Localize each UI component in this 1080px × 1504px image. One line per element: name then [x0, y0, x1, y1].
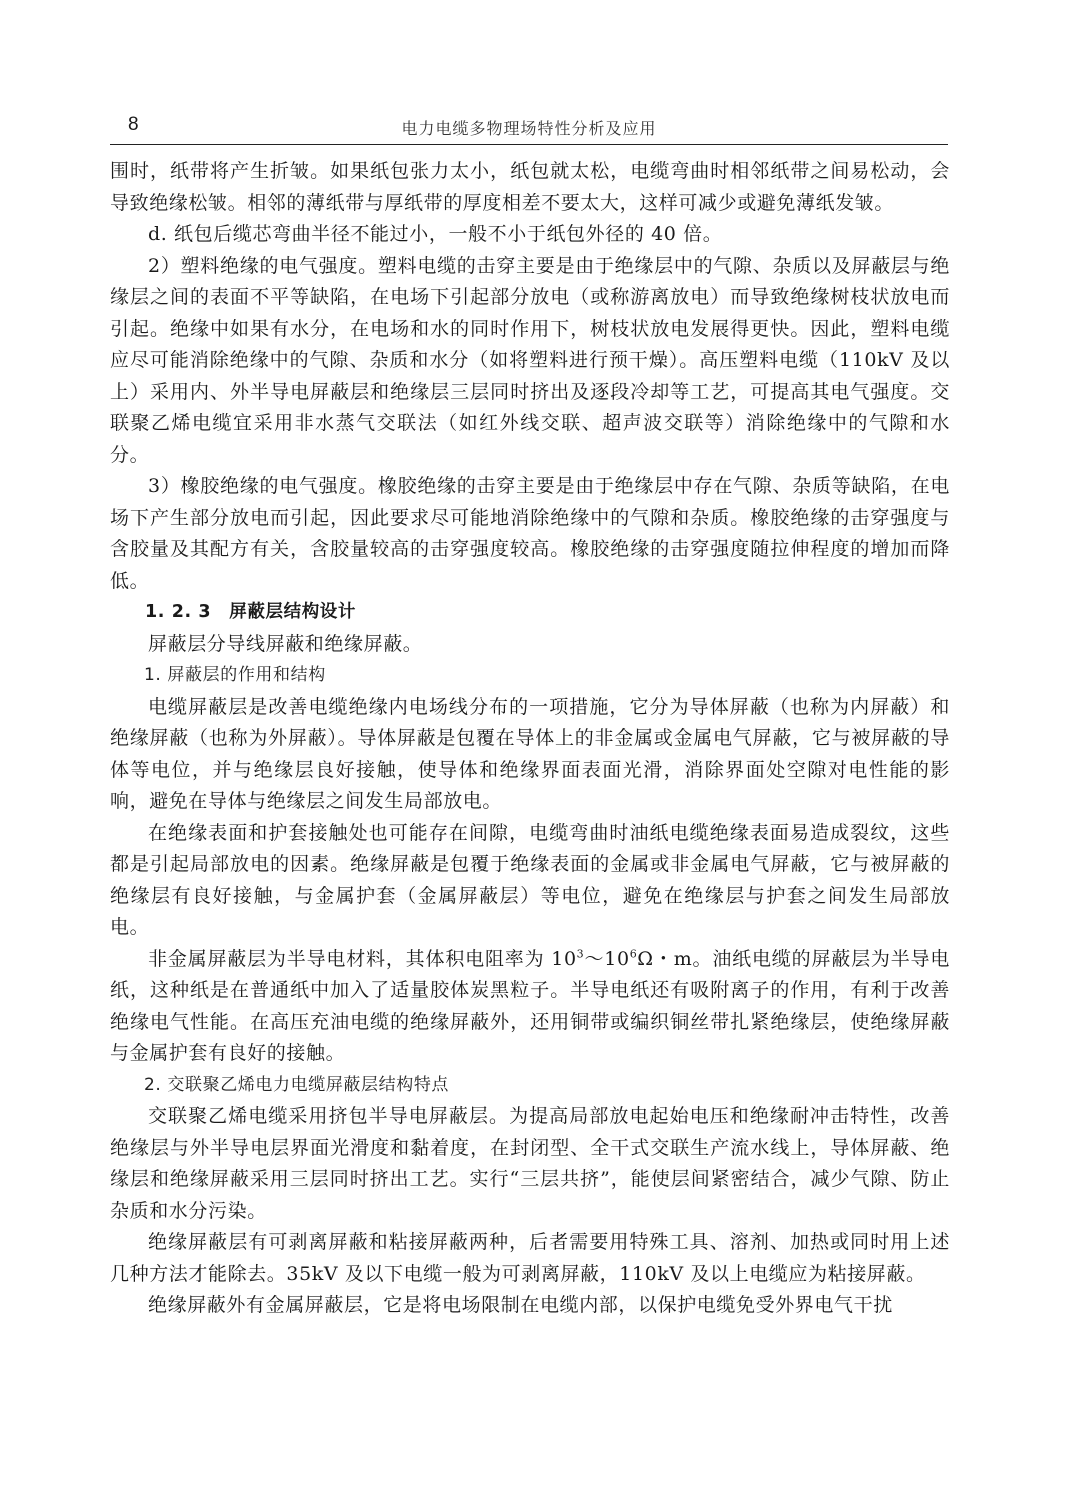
text-run: Ω・m。油纸电缆的屏蔽层为半导电纸，这种纸是在普通纸中加入了适量胶体炭黑粒子。半导电纸还有吸附离子的作用，有利于改善绝缘电气性能。在高压充油电缆的绝缘屏蔽外，还用铜带或编织铜丝带扎紧绝缘层，使绝缘屏蔽与金属护套有良好的接触。: [110, 947, 950, 1064]
subsection-heading: 2. 交联聚乙烯电力电缆屏蔽层结构特点: [144, 1074, 450, 1095]
paragraph: 屏蔽层分导线屏蔽和绝缘屏蔽。: [148, 632, 423, 655]
paragraph: 3）橡胶绝缘的电气强度。橡胶绝缘的击穿主要是由于绝缘层中存在气隙、杂质等缺陷，在电场下产生部分放电而引起，因此要求尽可能地消除绝缘中的气隙和杂质。橡胶绝缘的击穿强度与含胶量及其配方有关，含胶量较高的击穿强度较高。橡胶绝缘的击穿强度随拉伸程度的增加而降低。: [110, 475, 950, 592]
page-number: 8: [128, 114, 139, 135]
paragraph: d. 纸包后缆芯弯曲半径不能过小，一般不小于纸包外径的 40 倍。: [148, 223, 723, 245]
superscript: 3: [576, 947, 585, 961]
text-run: ～10: [584, 947, 630, 970]
paragraph: 在绝缘表面和护套接触处也可能存在间隙，电缆弯曲时油纸电缆绝缘表面易造成裂纹，这些都是引起局部放电的因素。绝缘屏蔽是包覆于绝缘表面的金属或非金属电气屏蔽，它与被屏蔽的绝缘层有良好接触，与金属护套（金属屏蔽层）等电位，避免在绝缘层与护套之间发生局部放电。: [110, 821, 950, 938]
paragraph: [110, 944, 950, 1070]
paragraph: 绝缘屏蔽层有可剥离屏蔽和粘接屏蔽两种，后者需要用特殊工具、溶剂、加热或同时用上述几种方法才能除去。35kV 及以下电缆一般为可剥离屏蔽，110kV 及以上电缆应为粘接屏蔽。: [110, 1231, 950, 1285]
paragraph: 电缆屏蔽层是改善电缆绝缘内电场线分布的一项措施，它分为导体屏蔽（也称为内屏蔽）和绝缘屏蔽（也称为外屏蔽）。导体屏蔽是包覆在导体上的非金属或金属电气屏蔽，它与被屏蔽的导体等电位，并与绝缘层良好接触，使导体和绝缘界面表面光滑，消除界面处空隙对电性能的影响，避免在导体与绝缘层之间发生局部放电。: [110, 695, 950, 812]
body-text: [110, 156, 950, 1322]
text-run: 非金属屏蔽层为半导电材料，其体积电阻率为 10: [148, 947, 577, 970]
section-heading: 1. 2. 3 屏蔽层结构设计: [145, 602, 357, 622]
subsection-heading: 1. 屏蔽层的作用和结构: [144, 665, 326, 685]
paragraph: 围时，纸带将产生折皱。如果纸包张力太小，纸包就太松，电缆弯曲时相邻纸带之间易松动，会导致绝缘松皱。相邻的薄纸带与厚纸带的厚度相差不要太大，这样可减少或避免薄纸发皱。: [110, 160, 950, 214]
paragraph: 绝缘屏蔽外有金属屏蔽层，它是将电场限制在电缆内部，以保护电缆免受外界电气干扰: [148, 1294, 893, 1316]
paragraph: 2）塑料绝缘的电气强度。塑料电缆的击穿主要是由于绝缘层中的气隙、杂质以及屏蔽层与绝缘层之间的表面不平等缺陷，在电场下引起部分放电（或称游离放电）而导致绝缘树枝状放电而引起。绝缘中如果有水分，在电场和水的同时作用下，树枝状放电发展得更快。因此，塑料电缆应尽可能消除绝缘中的气隙、杂质和水分（如将塑料进行预干燥）。高压塑料电缆（110kV 及以上）采用内、外半导电屏蔽层和绝缘层三层同时挤出及逐段冷却等工艺，可提高其电气强度。交联聚乙烯电缆宜采用非水蒸气交联法（如红外线交联、超声波交联等）消除绝缘中的气隙和水分。: [110, 254, 950, 466]
paragraph: 交联聚乙烯电缆采用挤包半导电屏蔽层。为提高局部放电起始电压和绝缘耐冲击特性，改善绝缘层与外半导电层界面光滑度和黏着度，在封闭型、全干式交联生产流水线上，导体屏蔽、绝缘层和绝缘屏蔽采用三层同时挤出工艺。实行“三层共挤”，能使层间紧密结合，减少气隙、防止杂质和水分污染。: [110, 1105, 950, 1222]
page-header: [110, 110, 948, 145]
running-title: 电力电缆多物理场特性分析及应用: [401, 119, 657, 138]
superscript: 6: [629, 947, 638, 961]
